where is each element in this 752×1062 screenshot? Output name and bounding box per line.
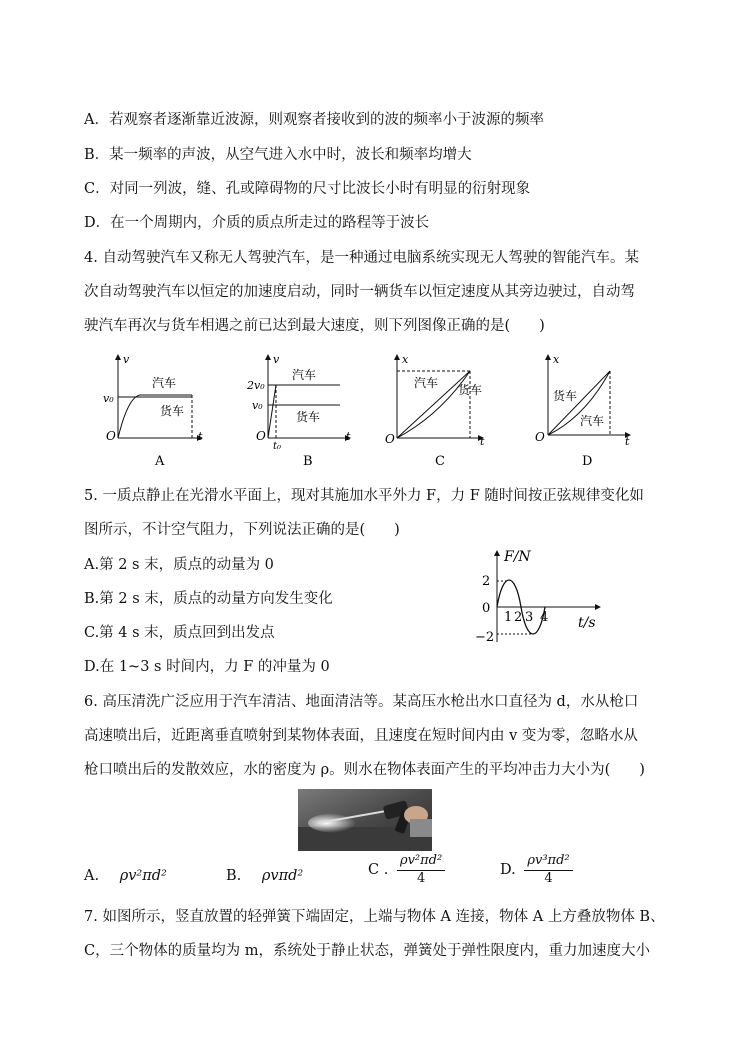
q6-stem-line1: 6. 高压清洗广泛应用于汽车清洁、地面清洁等。某高压水枪出水口直径为 d，水从枪口 [84, 694, 639, 710]
q6-option-d-label: D. [500, 862, 516, 878]
graph-b-origin: O [256, 429, 266, 443]
q5-xtick-1: 1 [504, 610, 513, 625]
q6-stem-line2: 高速喷出后，近距离垂直喷射到某物体表面，且速度在短时间内由 v 变为零，忽略水从 [84, 728, 638, 744]
q5-ytick-0: 0 [482, 601, 491, 616]
q5-option-a: A.第 2 s 末，质点的动量为 0 [84, 557, 274, 573]
q6-option-b-label: B. [226, 868, 242, 884]
q6-option-a [84, 866, 167, 886]
graph-b-lower: 货车 [296, 410, 321, 424]
q5-option-c: C.第 4 s 末，质点回到出发点 [84, 625, 275, 641]
q6-option-b [226, 866, 303, 886]
q4-stem-line3: 驶汽车再次与货车相遇之前已达到最大速度，则下列图像正确的是( ) [84, 318, 545, 334]
q4-stem-line1: 4. 自动驾驶汽车又称无人驾驶汽车，是一种通过电脑系统实现无人驾驶的智能汽车。某 [84, 250, 639, 266]
q5-ytick-2: 2 [482, 574, 491, 589]
q5-xtick-3: 3 [525, 610, 534, 625]
graph-b-t0: t₀ [273, 441, 282, 452]
graph-a-origin: O [106, 429, 116, 443]
graph-d-label2: 汽车 [580, 414, 605, 428]
q3-option-b: B．某一频率的声波，从空气进入水中时，波长和频率均增大 [84, 147, 472, 163]
graph-b-2v0: 2v₀ [247, 379, 265, 392]
q5-xtick-2: 2 [514, 610, 523, 625]
graph-b [246, 353, 351, 469]
graph-b-upper: 汽车 [292, 368, 317, 382]
q6-option-d [500, 852, 577, 888]
q4-stem-line2: 次自动驾驶汽车以恒定的加速度启动，同时一辆货车以恒定速度从其旁边驶过，自动驾 [84, 284, 635, 300]
graph-b-v0: v₀ [252, 399, 263, 412]
graph-c-label1: 汽车 [414, 376, 439, 390]
graph-a-caption: A [155, 454, 165, 469]
q5-force-graph [462, 547, 612, 647]
q6-option-a-label: A. [84, 868, 100, 884]
graph-c-origin: O [385, 432, 395, 446]
q6-option-d-den: 4 [544, 871, 553, 886]
q6-option-c-num: ρv²πd² [397, 853, 445, 871]
graph-b-xaxis: t [346, 430, 351, 443]
q6-option-b-expr: ρvπd² [261, 868, 304, 884]
graph-d-xaxis: t [625, 435, 630, 448]
pressure-washer-photo [298, 789, 432, 851]
q6-option-d-num: ρv³πd² [524, 853, 572, 871]
graph-a-upper: 汽车 [152, 376, 177, 390]
graph-c-caption: C [435, 454, 445, 469]
q5-ytick-neg2: −2 [475, 630, 495, 645]
graph-b-yaxis: v [273, 353, 280, 366]
graph-d [535, 353, 630, 469]
graph-c-xaxis: t [480, 435, 485, 448]
graph-b-caption: B [303, 454, 313, 469]
graph-d-origin: O [535, 430, 545, 444]
q6-option-c-fraction [397, 853, 445, 887]
graph-c [385, 353, 485, 469]
q7-stem-line2: C，三个物体的质量均为 m，系统处于静止状态，弹簧处于弹性限度内，重力加速度大小 [84, 943, 650, 959]
q3-option-a: A．若观察者逐渐靠近波源，则观察者接收到的波的频率小于波源的频率 [84, 112, 544, 128]
graph-c-yaxis: x [402, 353, 409, 366]
q6-option-d-fraction [524, 853, 572, 887]
q3-option-d: D．在一个周期内，介质的质点所走过的路程等于波长 [84, 215, 430, 231]
graph-a [103, 353, 203, 469]
q5-xlabel: t/s [578, 615, 596, 631]
graph-a-v0: v₀ [103, 392, 114, 405]
q4-graphs [0, 345, 752, 475]
q7-stem-line1: 7. 如图所示，竖直放置的轻弹簧下端固定，上端与物体 A 连接，物体 A 上方叠放物体 B、 [84, 909, 665, 925]
graph-a-lower: 货车 [160, 404, 185, 418]
q6-option-c [368, 852, 449, 888]
graph-d-caption: D [582, 454, 593, 469]
q5-xtick-4: 4 [540, 610, 549, 625]
graph-d-yaxis: x [553, 353, 560, 366]
q6-option-c-label: C . [368, 862, 389, 878]
q5-stem-line1: 5. 一质点静止在光滑水平面上，现对其施加水平外力 F，力 F 随时间按正弦规律变化如 [84, 488, 644, 504]
graph-c-label2: 货车 [458, 383, 483, 397]
graph-a-xaxis: t [198, 430, 203, 443]
q5-ylabel: F/N [504, 549, 531, 565]
q6-option-a-expr: ρv²πd² [119, 868, 167, 884]
q6-stem-line3: 枪口喷出后的发散效应，水的密度为 ρ。则水在物体表面产生的平均冲击力大小为( ) [84, 762, 645, 778]
q3-option-c: C．对同一列波，缝、孔或障碍物的尺寸比波长小时有明显的衍射现象 [84, 181, 531, 197]
q5-option-d: D.在 1~3 s 时间内，力 F 的冲量为 0 [84, 659, 330, 675]
graph-a-yaxis: v [123, 353, 130, 366]
q6-option-c-den: 4 [416, 871, 426, 886]
q5-option-b: B.第 2 s 末，质点的动量方向发生变化 [84, 591, 333, 607]
q5-stem-line2: 图所示，不计空气阻力，下列说法正确的是( ) [84, 522, 400, 538]
graph-d-label1: 货车 [553, 389, 578, 403]
